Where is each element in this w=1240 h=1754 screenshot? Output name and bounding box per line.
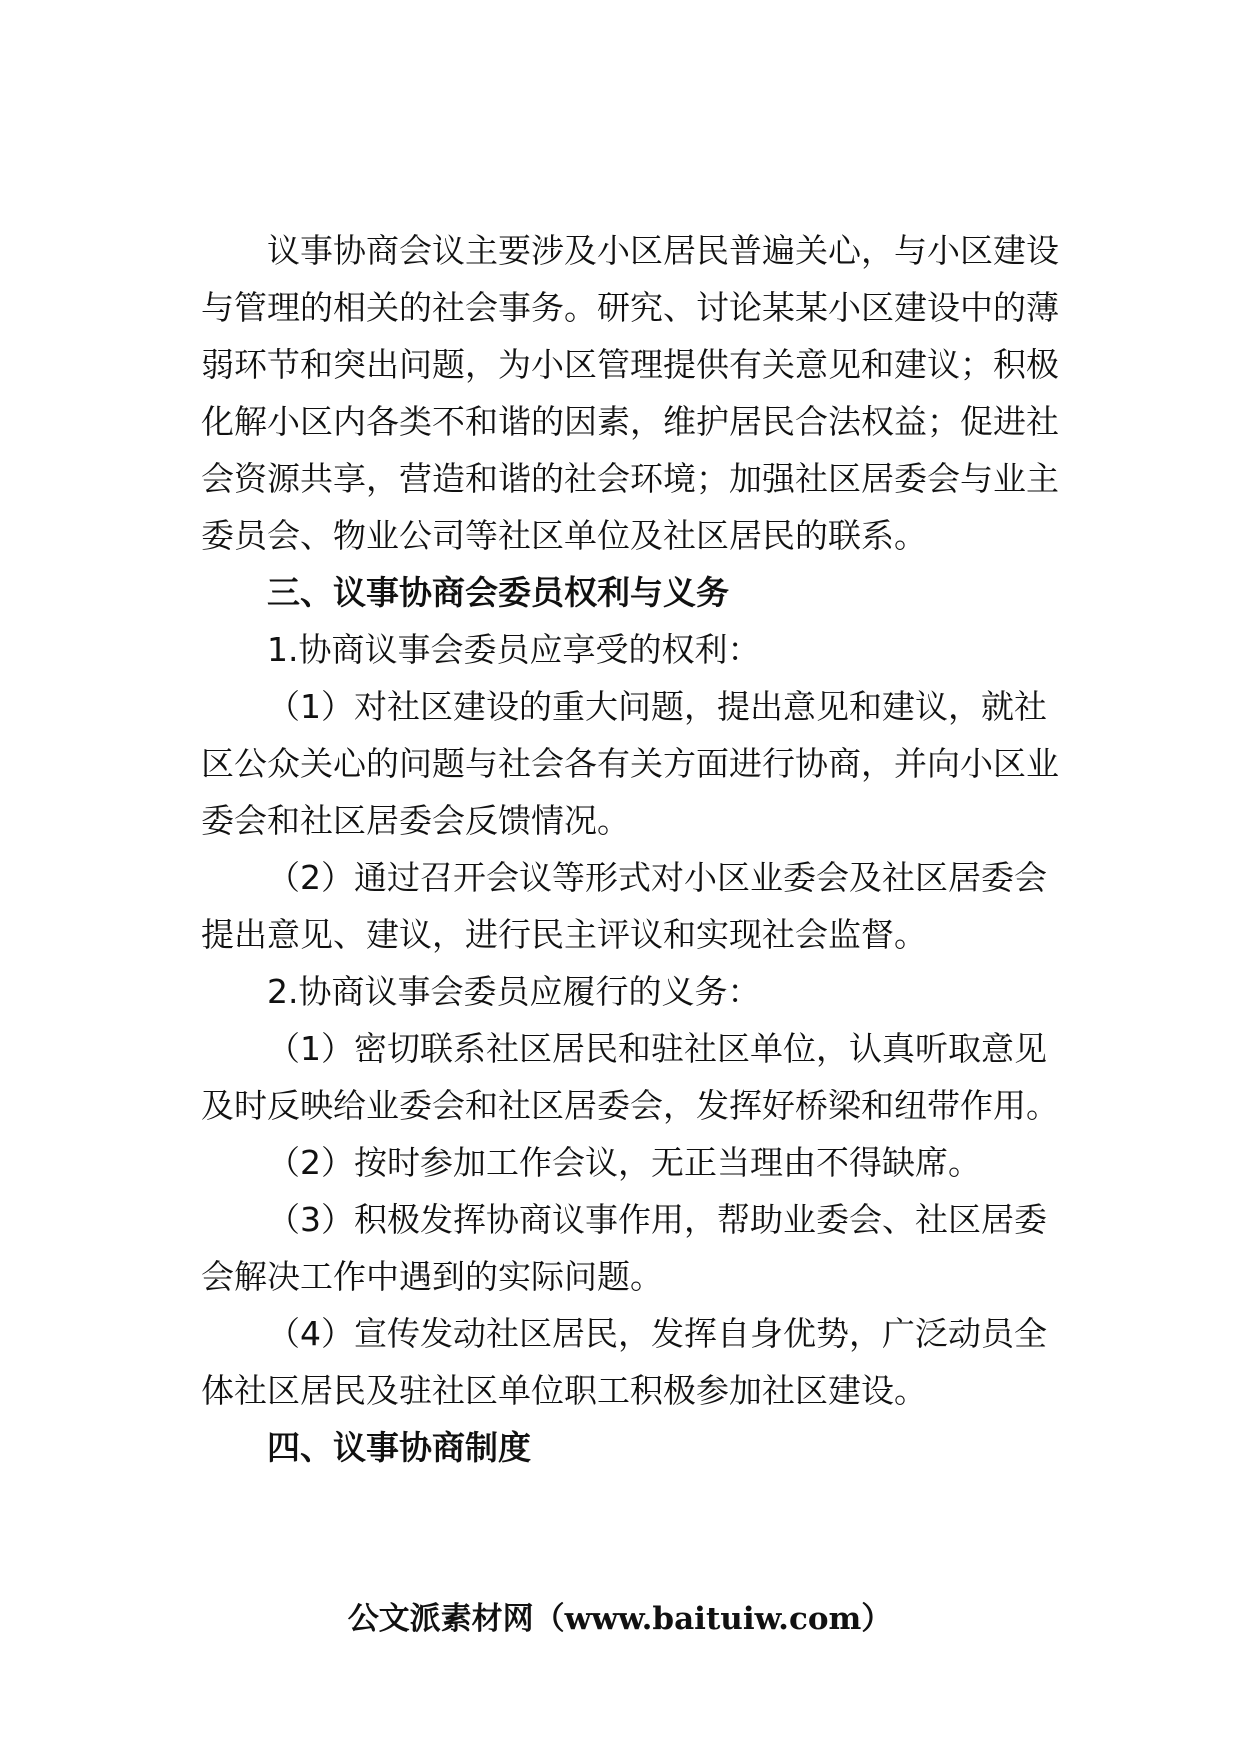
paragraph-line: 弱环节和突出问题，为小区管理提供有关意见和建议；积极 <box>201 345 1059 384</box>
document-body <box>201 222 1081 1476</box>
paragraph-line: 会解决工作中遇到的实际问题。 <box>201 1257 663 1296</box>
paragraph-line: （4）宣传发动社区居民，发挥自身优势，广泛动员全 <box>267 1314 1047 1353</box>
subsection-title-duties: 2.协商议事会委员应履行的义务： <box>267 972 761 1011</box>
paragraph-line: 及时反映给业委会和社区居委会，发挥好桥梁和纽带作用。 <box>201 1086 1059 1125</box>
section-heading-rights: 三、议事协商会委员权利与义务 <box>267 573 729 612</box>
paragraph-line: 委会和社区居委会反馈情况。 <box>201 801 630 840</box>
paragraph-line: （3）积极发挥协商议事作用，帮助业委会、社区居委 <box>267 1200 1047 1239</box>
paragraph-line: （2）按时参加工作会议，无正当理由不得缺席。 <box>267 1143 981 1182</box>
paragraph-line: 会资源共享，营造和谐的社会环境；加强社区居委会与业主 <box>201 459 1059 498</box>
paragraph-line: 提出意见、建议，进行民主评议和实现社会监督。 <box>201 915 927 954</box>
paragraph-line: （2）通过召开会议等形式对小区业委会及社区居委会 <box>267 858 1047 897</box>
paragraph-line: 体社区居民及驻社区单位职工积极参加社区建设。 <box>201 1371 927 1410</box>
subsection-title-rights: 1.协商议事会委员应享受的权利： <box>267 630 761 669</box>
footer-watermark: 公文派素材网（www.baituiw.com） <box>347 1601 893 1637</box>
paragraph-line: 议事协商会议主要涉及小区居民普遍关心，与小区建设 <box>267 231 1059 270</box>
section-heading-system: 四、议事协商制度 <box>267 1428 531 1467</box>
paragraph-line: 区公众关心的问题与社会各有关方面进行协商，并向小区业 <box>201 744 1059 783</box>
paragraph-line: （1）对社区建设的重大问题，提出意见和建议，就社 <box>267 687 1047 726</box>
paragraph-line: 委员会、物业公司等社区单位及社区居民的联系。 <box>201 516 927 555</box>
paragraph-line: 与管理的相关的社会事务。研究、讨论某某小区建设中的薄 <box>201 288 1059 327</box>
paragraph-line: （1）密切联系社区居民和驻社区单位，认真听取意见 <box>267 1029 1047 1068</box>
paragraph-line: 化解小区内各类不和谐的因素，维护居民合法权益；促进社 <box>201 402 1059 441</box>
